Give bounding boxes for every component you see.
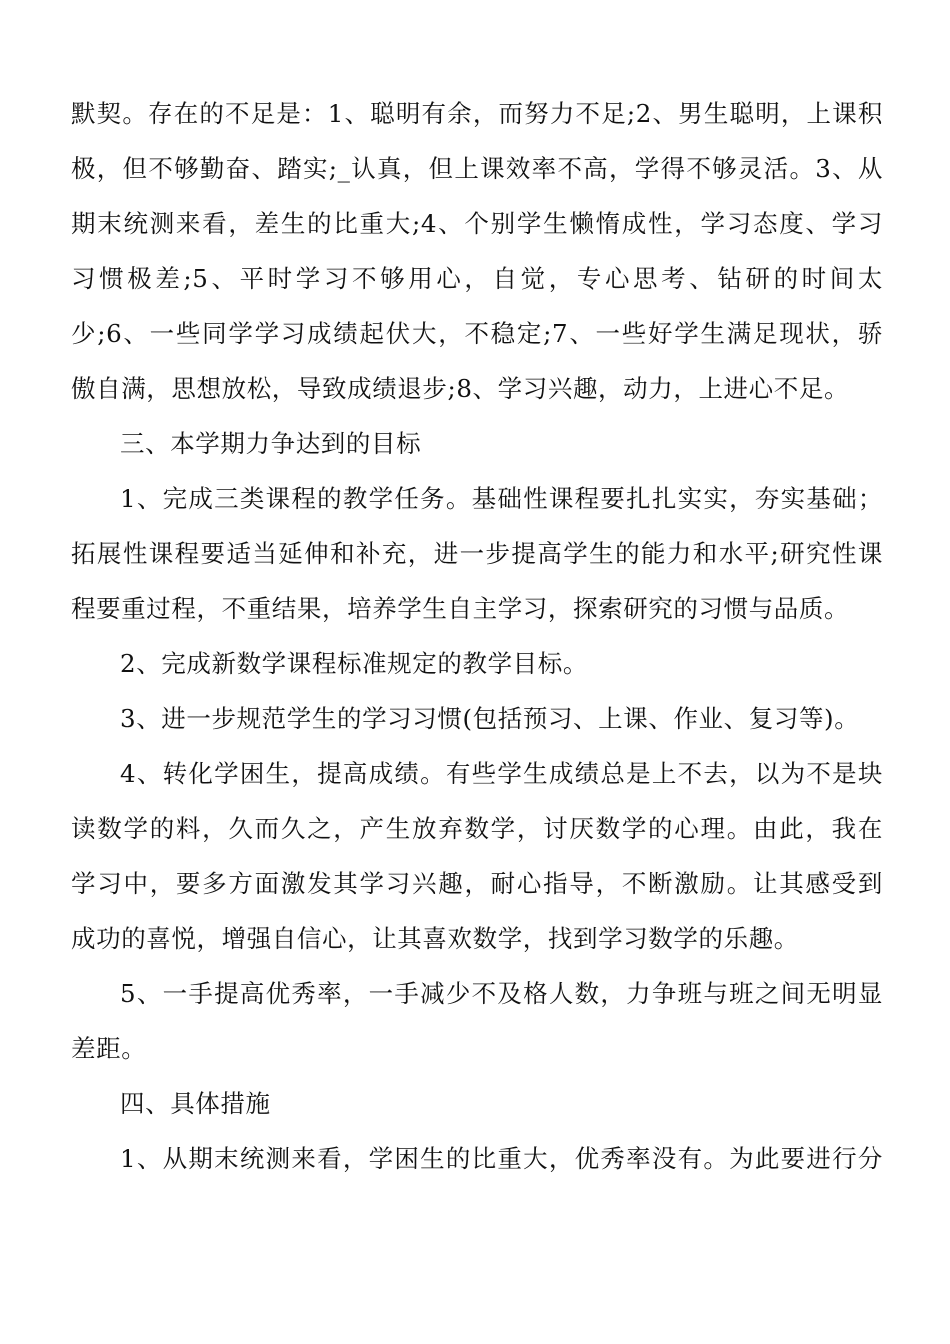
- section-heading-goals: [71, 416, 883, 471]
- paragraph-goal-4: [71, 746, 883, 966]
- text-line: 学习中，要多方面激发其学习兴趣，耐心指导，不断激励。让其感受到: [71, 869, 883, 898]
- text-line: 成功的喜悦，增强自信心，让其喜欢数学，找到学习数学的乐趣。: [71, 924, 799, 953]
- text-line: 少;6、一些同学学习成绩起伏大，不稳定;7、一些好学生满足现状，骄: [71, 319, 883, 348]
- paragraph-goal-1: [71, 471, 883, 636]
- paragraph-goal-5: [71, 966, 883, 1076]
- text-line: 极，但不够勤奋、踏实;_认真，但上课效率不高，学得不够灵活。3、从: [71, 154, 883, 183]
- text-line: 5、一手提高优秀率，一手减少不及格人数，力争班与班之间无明显: [120, 979, 883, 1008]
- text-line: 默契。存在的不足是：1、聪明有余，而努力不足;2、男生聪明，上课积: [71, 99, 883, 128]
- text-line: 1、完成三类课程的教学任务。基础性课程要扎扎实实，夯实基础；: [120, 484, 883, 513]
- heading-text: 四、具体措施: [120, 1089, 271, 1118]
- text-line: 3、进一步规范学生的学习习惯(包括预习、上课、作业、复习等)。: [120, 704, 860, 733]
- paragraph-goal-3: [71, 691, 883, 746]
- text-line: 拓展性课程要适当延伸和补充，进一步提高学生的能力和水平;研究性课: [71, 539, 883, 568]
- text-line: 程要重过程，不重结果，培养学生自主学习，探索研究的习惯与品质。: [71, 594, 850, 623]
- text-line: 读数学的料，久而久之，产生放弃数学，讨厌数学的心理。由此，我在: [71, 814, 883, 843]
- heading-text: 三、本学期力争达到的目标: [120, 429, 422, 458]
- text-line: 期末统测来看，差生的比重大;4、个别学生懒惰成性，学习态度、学习: [71, 209, 883, 238]
- document-body: [71, 86, 883, 1186]
- paragraph-shortcomings: [71, 86, 883, 416]
- text-line: 差距。: [71, 1034, 147, 1063]
- text-line: 2、完成新数学课程标准规定的教学目标。: [120, 649, 588, 678]
- text-line: 傲自满，思想放松，导致成绩退步;8、学习兴趣，动力，上进心不足。: [71, 374, 850, 403]
- paragraph-measure-1: [71, 1131, 883, 1186]
- text-line: 1、从期末统测来看，学困生的比重大，优秀率没有。为此要进行分: [120, 1144, 883, 1173]
- section-heading-measures: [71, 1076, 883, 1131]
- text-line: 习惯极差;5、平时学习不够用心，自觉，专心思考、钻研的时间太: [71, 264, 883, 293]
- text-line: 4、转化学困生，提高成绩。有些学生成绩总是上不去，以为不是块: [120, 759, 883, 788]
- paragraph-goal-2: [71, 636, 883, 691]
